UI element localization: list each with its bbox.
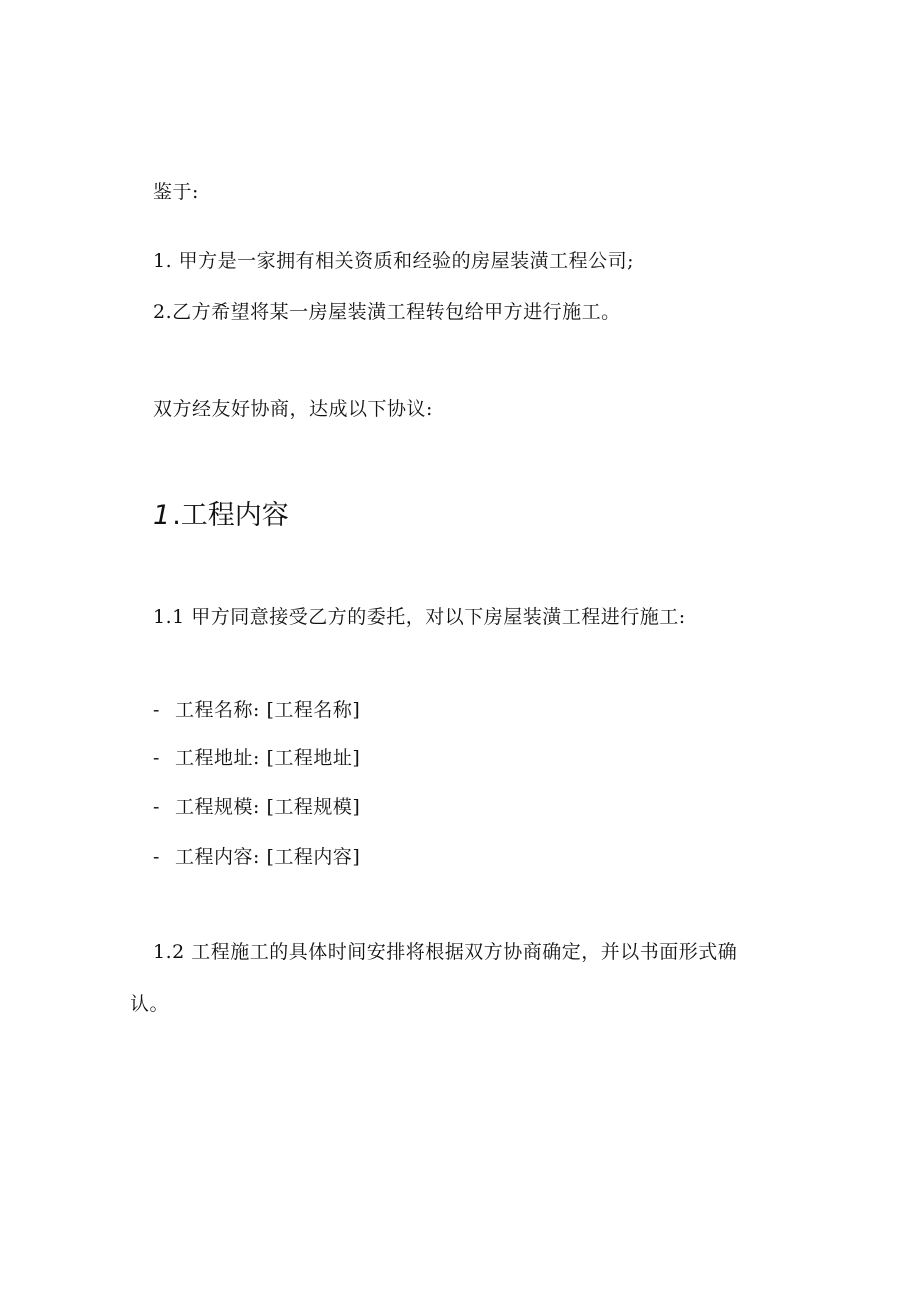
bullet-dash: - [153,747,160,769]
bullet-text: 工程地址: [工程地址] [175,747,361,769]
bullet-dash: - [153,796,160,818]
bullet-project-address [153,746,360,770]
bullet-text: 工程名称: [工程名称] [175,699,361,721]
section-heading [153,499,289,533]
bullet-project-name [153,698,360,722]
agreement-statement: 双方经友好协商，达成以下协议: [153,398,433,420]
section-title: .工程内容 [172,500,289,531]
clause-1-2-line-1: 1.2 工程施工的具体时间安排将根据双方协商确定，并以书面形式确 [153,941,738,963]
bullet-text: 工程规模: [工程规模] [175,796,361,818]
bullet-project-scale [153,795,360,819]
whereas-label: 鉴于: [153,181,199,203]
bullet-dash: - [153,846,160,868]
clause-1-1: 1.1 甲方同意接受乙方的委托，对以下房屋装潢工程进行施工: [153,606,686,628]
bullet-dash: - [153,699,160,721]
bullet-project-content [153,845,360,869]
bullet-text: 工程内容: [工程内容] [175,846,361,868]
clause-1-2-line-2: 认。 [130,993,170,1015]
recital-item-2: 2.乙方希望将某一房屋装潢工程转包给甲方进行施工。 [153,301,621,323]
section-number: 1 [153,500,171,531]
clause-1-2 [130,926,737,1030]
recital-item-1: 1. 甲方是一家拥有相关资质和经验的房屋装潢工程公司; [153,250,635,272]
